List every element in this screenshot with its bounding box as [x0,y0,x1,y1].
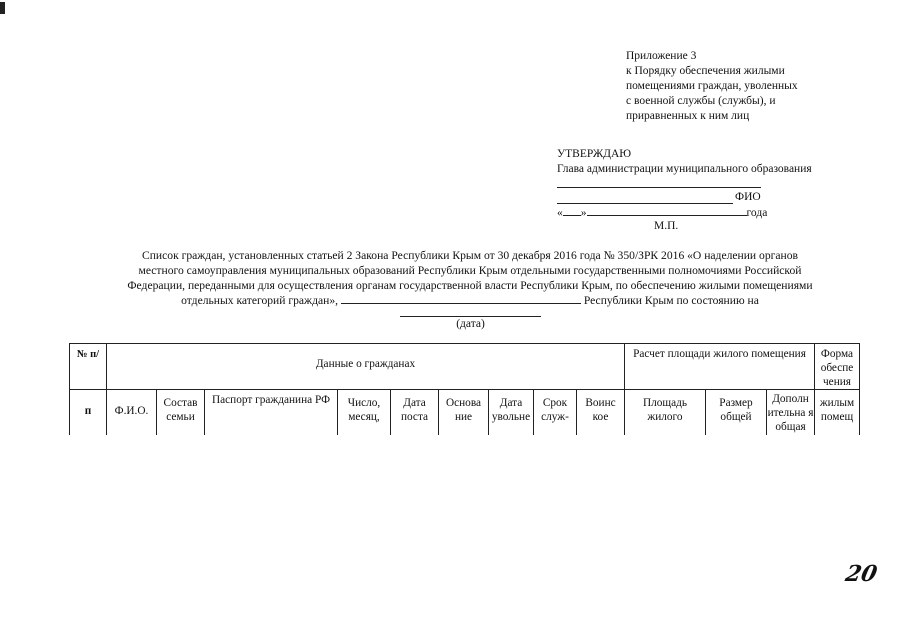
month-blank [587,205,747,216]
area-header: Расчет площади жилого помещения [625,344,815,390]
fio-label: ФИО [735,191,761,203]
num-subheader: п [70,390,107,436]
intro-line: Список граждан, установленных статьей 2 Закона Республики Крым от 30 декабря 2016 года № 350/ЗРК 2016 «О наделении органов [141,249,799,262]
date-open-quote: « [557,207,563,219]
total-size-header: Размер общей [706,390,767,436]
form-header: Форма обеспе чения [815,344,860,390]
table-header-row [70,344,860,390]
table-subheader-row [70,390,860,436]
appendix-line: приравненных к ним лиц [626,110,750,122]
date-close-quote: » [580,207,587,219]
intro-line [100,293,840,308]
family-header: Состав семьи [157,390,205,436]
military-header: Воинс кое [577,390,625,436]
num-header: № п/ [70,344,107,390]
intro-line: местного самоуправления муниципальных образований Республики Крым отдельными государственными полномочиями Российской [138,264,802,277]
fio-header: Ф.И.О. [107,390,157,436]
appendix-line: Приложение 3 [626,50,697,62]
appendix-block [626,49,798,124]
intro-line4-start: отдельных категорий граждан», [181,294,339,307]
form-subheader: жилым помещ [815,390,860,436]
basis-header: Основа ние [439,390,489,436]
additional-area-header: Дополн ительна я общая [767,390,815,436]
intro-line4-end: Республики Крым по состоянию на [583,294,759,307]
birth-header: Число, месяц, [338,390,391,436]
date-dismiss-header: Дата увольне [489,390,534,436]
date-blank-line [400,316,541,317]
citizens-table [69,343,860,435]
day-blank [563,205,581,216]
living-area-header: Площадь жилого [625,390,706,436]
approval-block [557,147,812,232]
seal-label: М.П. [654,220,679,232]
corner-mark [0,2,5,14]
citizens-header: Данные о гражданах [107,344,625,390]
appendix-line: с военной службы (службы), и [626,95,776,107]
term-header: Срок служ- [534,390,577,436]
appendix-line: к Порядку обеспечения жилыми [626,65,785,77]
passport-header: Паспорт гражданина РФ [205,390,338,436]
handwritten-page-number: 20 [843,561,880,587]
date-post-header: Дата поста [391,390,439,436]
signature-blank-line [557,187,761,188]
approval-title: УТВЕРЖДАЮ [557,148,632,160]
approval-position: Глава администрации муниципального образования [557,163,812,175]
year-label: года [746,207,768,219]
municipality-blank [341,293,581,304]
fio-blank-line [557,203,733,204]
date-label: (дата) [456,318,485,330]
intro-line: Федерации, переданными для осуществления органам государственной власти Республики Крым, по обеспечению жилыми помещениями [127,279,813,292]
appendix-line: помещениями граждан, уволенных [626,80,798,92]
document-intro [100,248,840,308]
